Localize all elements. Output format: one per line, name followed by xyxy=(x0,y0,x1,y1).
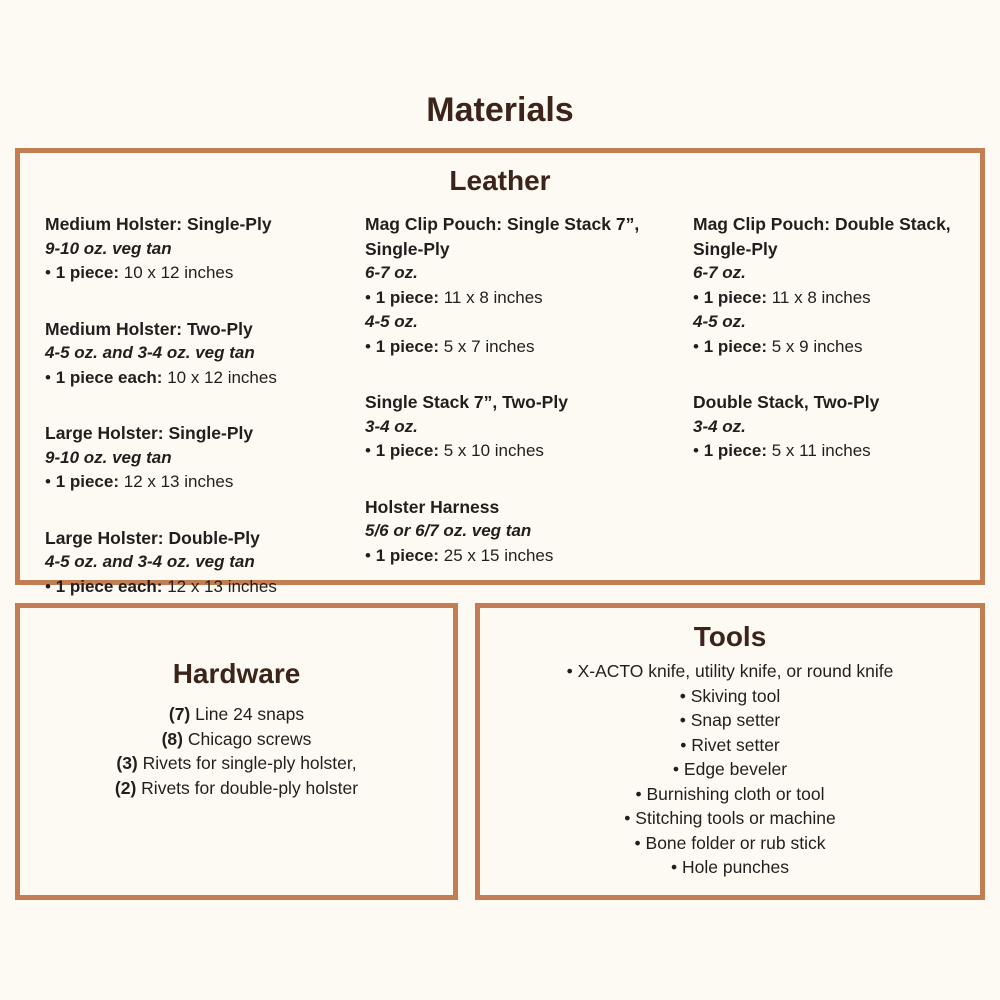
piece-size: 12 x 13 inches xyxy=(123,472,234,491)
material-spec: 4-5 oz. xyxy=(365,312,418,331)
leather-title: Leather xyxy=(449,165,551,196)
bottom-sections xyxy=(15,603,985,900)
piece-label: 1 piece: xyxy=(703,441,767,460)
hardware-text: Chicago screws xyxy=(187,728,312,749)
material-item xyxy=(365,390,658,464)
hardware-text: Rivets for single-ply holster, xyxy=(142,753,357,773)
material-heading: Holster Harness xyxy=(365,496,500,517)
piece-label: 1 piece each: xyxy=(55,576,163,596)
material-spec: 5/6 or 6/7 oz. veg tan xyxy=(365,521,532,540)
material-item xyxy=(45,317,335,391)
material-bullet xyxy=(45,366,335,391)
piece-size: 11 x 8 inches xyxy=(443,287,543,307)
leather-column-1 xyxy=(45,212,365,630)
hardware-qty: (3) xyxy=(116,753,138,773)
tools-item: • Rivet setter xyxy=(480,733,980,758)
tools-item: • Stitching tools or machine xyxy=(480,806,980,831)
tools-item: • Edge beveler xyxy=(480,757,980,782)
material-item xyxy=(365,212,658,359)
tools-item: • Burnishing cloth or tool xyxy=(480,782,980,807)
material-bullet xyxy=(365,286,658,311)
hardware-qty: (7) xyxy=(168,704,191,724)
leather-columns xyxy=(20,197,980,630)
piece-label: 1 piece: xyxy=(375,287,439,307)
piece-label: 1 piece: xyxy=(55,472,119,491)
material-bullet xyxy=(365,544,658,569)
tools-item: • Skiving tool xyxy=(480,684,980,709)
piece-size: 5 x 10 inches xyxy=(443,441,544,460)
material-heading: Double Stack, Two-Ply xyxy=(693,392,880,412)
material-bullet xyxy=(365,335,658,360)
leather-section xyxy=(15,148,985,596)
hardware-qty: (2) xyxy=(114,777,137,798)
hardware-item xyxy=(20,751,453,776)
material-bullet xyxy=(365,439,658,464)
tools-item: • Hole punches xyxy=(480,855,980,880)
tools-item: • Bone folder or rub stick xyxy=(480,831,980,856)
material-item xyxy=(365,495,658,569)
leather-column-3 xyxy=(693,212,980,630)
piece-label: 1 piece: xyxy=(375,336,439,356)
material-spec: 4-5 oz. and 3-4 oz. veg tan xyxy=(45,343,255,362)
material-spec: 4-5 oz. and 3-4 oz. veg tan xyxy=(45,552,255,571)
hardware-text: Line 24 snaps xyxy=(195,704,305,724)
piece-label: 1 piece: xyxy=(55,263,119,282)
material-heading: Medium Holster: Two-Ply xyxy=(45,318,253,339)
material-bullet xyxy=(693,439,970,464)
hardware-qty: (8) xyxy=(161,728,183,749)
material-spec: 4-5 oz. xyxy=(693,312,746,331)
piece-label: 1 piece: xyxy=(703,336,767,356)
hardware-item xyxy=(20,776,453,801)
material-bullet xyxy=(45,470,335,495)
piece-label: 1 piece: xyxy=(375,545,439,565)
material-spec: 6-7 oz. xyxy=(365,263,418,282)
material-heading: Large Holster: Single-Ply xyxy=(45,423,254,443)
piece-label: 1 piece: xyxy=(375,441,439,460)
material-item xyxy=(45,421,335,495)
tools-item: • X-ACTO knife, utility knife, or round knife xyxy=(480,659,980,684)
material-spec: 9-10 oz. veg tan xyxy=(45,238,172,258)
material-heading: Mag Clip Pouch: Double Stack, Single-Ply xyxy=(693,214,951,259)
hardware-item xyxy=(20,727,453,752)
material-heading: Mag Clip Pouch: Single Stack 7”, Single-Ply xyxy=(365,214,640,259)
tools-title: Tools xyxy=(693,621,767,652)
material-bullet xyxy=(693,286,970,311)
piece-label: 1 piece each: xyxy=(55,367,163,387)
tools-list xyxy=(480,659,980,880)
material-item xyxy=(693,390,970,464)
material-heading: Medium Holster: Single-Ply xyxy=(45,214,272,234)
material-spec: 6-7 oz. xyxy=(693,263,746,282)
material-bullet xyxy=(45,261,335,286)
piece-size: 10 x 12 inches xyxy=(123,263,234,282)
piece-size: 12 x 13 inches xyxy=(167,576,277,596)
material-item xyxy=(45,212,335,286)
material-spec: 9-10 oz. veg tan xyxy=(45,447,172,467)
tools-section xyxy=(475,603,985,900)
hardware-list xyxy=(20,702,453,800)
hardware-item xyxy=(20,702,453,727)
hardware-text: Rivets for double-ply holster xyxy=(141,777,359,798)
material-heading: Single Stack 7”, Two-Ply xyxy=(365,392,568,412)
material-spec: 3-4 oz. xyxy=(693,416,746,436)
leather-column-2 xyxy=(365,212,693,630)
piece-size: 25 x 15 inches xyxy=(443,545,554,565)
material-bullet xyxy=(45,575,335,600)
piece-size: 5 x 7 inches xyxy=(443,336,535,356)
material-spec: 3-4 oz. xyxy=(365,416,418,436)
material-item xyxy=(45,526,335,600)
piece-size: 5 x 9 inches xyxy=(771,336,863,356)
material-bullet xyxy=(693,335,970,360)
material-heading: Large Holster: Double-Ply xyxy=(45,527,260,548)
piece-size: 5 x 11 inches xyxy=(771,441,871,460)
piece-label: 1 piece: xyxy=(703,287,767,307)
material-item xyxy=(693,212,970,359)
hardware-section xyxy=(15,603,458,900)
tools-item: • Snap setter xyxy=(480,708,980,733)
piece-size: 11 x 8 inches xyxy=(771,287,871,307)
hardware-title: Hardware xyxy=(172,658,301,689)
page-title: Materials xyxy=(426,91,574,129)
piece-size: 10 x 12 inches xyxy=(167,367,277,387)
